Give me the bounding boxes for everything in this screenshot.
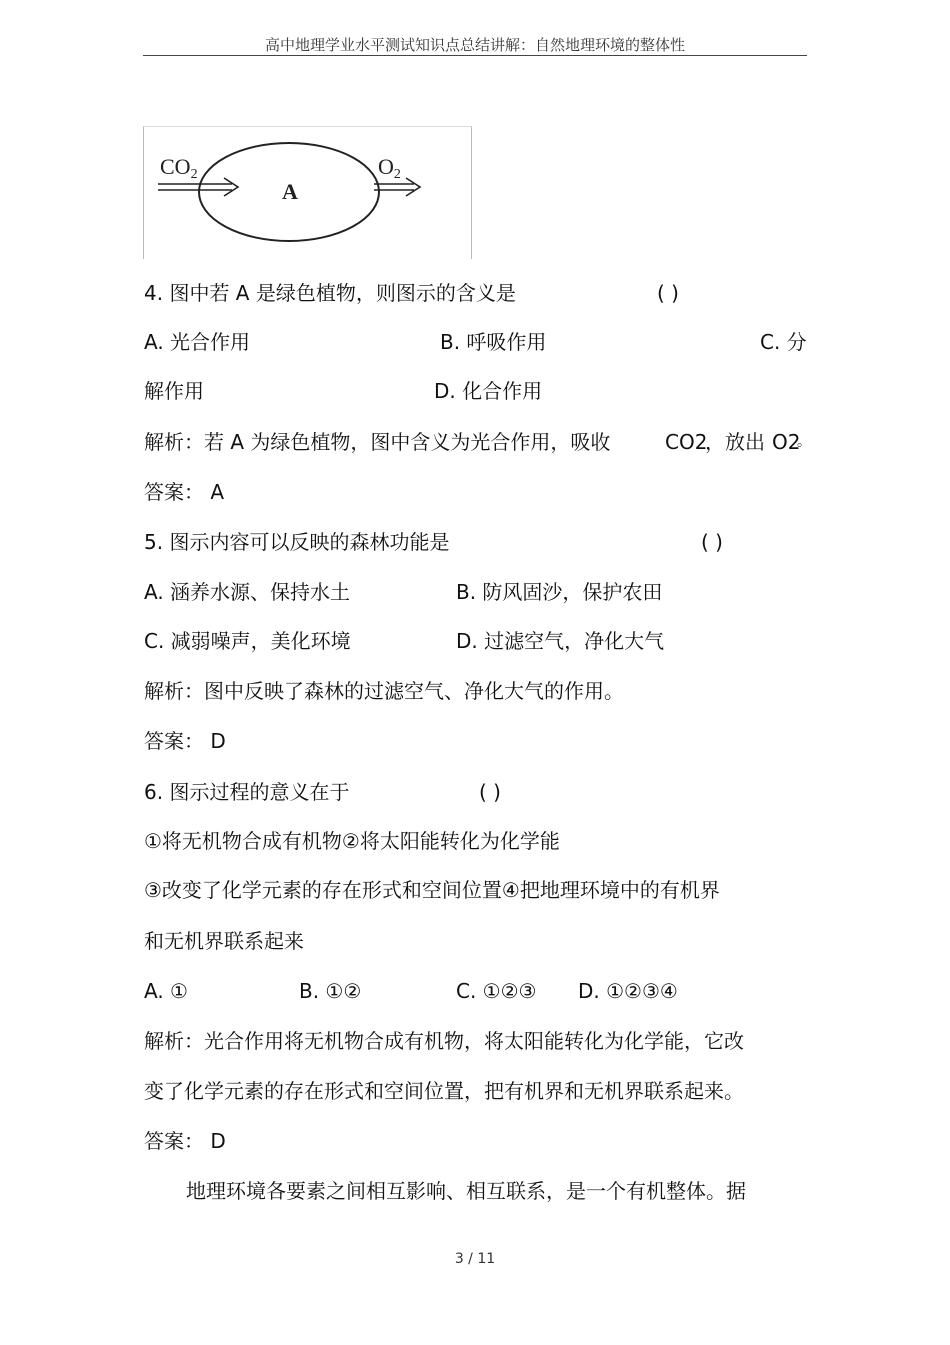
q6-answer: 答案： D <box>144 1129 226 1153</box>
q4-option-a: A. 光合作用 <box>144 330 251 354</box>
q4-analysis-co2: CO2 <box>665 430 708 454</box>
q5-option-a: A. 涵养水源、保持水土 <box>144 580 351 604</box>
q5-option-d: D. 过滤空气，净化大气 <box>456 629 665 653</box>
q6-item-line: ①将无机物合成有机物②将太阳能转化为化学能 <box>144 829 560 853</box>
q5-option-c: C. 减弱噪声，美化环境 <box>144 629 351 653</box>
q6-item-line: ③改变了化学元素的存在形式和空间位置④把地理环境中的有机界 <box>144 878 720 902</box>
q4-analysis-mid: ，放出 <box>705 430 765 454</box>
svg-text:CO2 <box>160 154 198 182</box>
o2-label: O <box>378 154 394 179</box>
q5-stem: 5. 图示内容可以反映的森林功能是 <box>144 530 450 554</box>
q6-answer-paren: ( ) <box>479 780 501 804</box>
q6-stem: 6. 图示过程的意义在于 <box>144 780 350 804</box>
q5-answer: 答案： D <box>144 729 226 753</box>
q6-option-a: A. ① <box>144 979 188 1003</box>
q4-analysis: 解析：若 A 为绿色植物，图中含义为光合作用，吸收 <box>144 430 611 454</box>
page-header: 高中地理学业水平测试知识点总结讲解：自然地理环境的整体性 <box>264 36 685 54</box>
co2-subscript: 2 <box>190 167 198 182</box>
q5-analysis: 解析：图中反映了森林的过滤空气、净化大气的作用。 <box>144 679 624 703</box>
input-arrow <box>158 178 238 196</box>
svg-text:O2 <box>378 154 401 182</box>
closing-paragraph: 地理环境各要素之间相互影响、相互联系，是一个有机整体。据 <box>186 1179 746 1203</box>
q4-option-c-part1: C. 分 <box>760 330 807 354</box>
q6-option-c: C. ①②③ <box>456 979 537 1003</box>
q5-answer-paren: ( ) <box>701 530 723 554</box>
q4-option-c-part2: 解作用 <box>144 379 204 403</box>
q4-analysis-end: 。 <box>797 434 811 450</box>
co2-label: CO <box>160 154 191 179</box>
q4-stem: 4. 图中若 A 是绿色植物，则图示的含义是 <box>144 281 516 305</box>
q4-option-b: B. 呼吸作用 <box>440 330 547 354</box>
q6-analysis-line: 变了化学元素的存在形式和空间位置，把有机界和无机界联系起来。 <box>144 1079 744 1103</box>
q4-answer-paren: ( ) <box>657 281 679 305</box>
header-divider <box>143 55 807 56</box>
o2-subscript: 2 <box>393 167 401 182</box>
center-label: A <box>282 179 298 204</box>
q4-option-d: D. 化合作用 <box>434 379 543 403</box>
q6-option-b: B. ①② <box>299 979 362 1003</box>
q6-analysis-line: 解析：光合作用将无机物合成有机物，将太阳能转化为化学能，它改 <box>144 1029 744 1053</box>
page-number: 3 / 11 <box>454 1251 496 1267</box>
q4-answer: 答案： A <box>144 480 225 504</box>
photosynthesis-diagram <box>143 126 472 259</box>
q6-option-d: D. ①②③④ <box>578 979 678 1003</box>
q5-option-b: B. 防风固沙，保护农田 <box>456 580 663 604</box>
q4-analysis-o2: O2 <box>772 430 801 454</box>
q6-item-line: 和无机界联系起来 <box>144 929 304 953</box>
